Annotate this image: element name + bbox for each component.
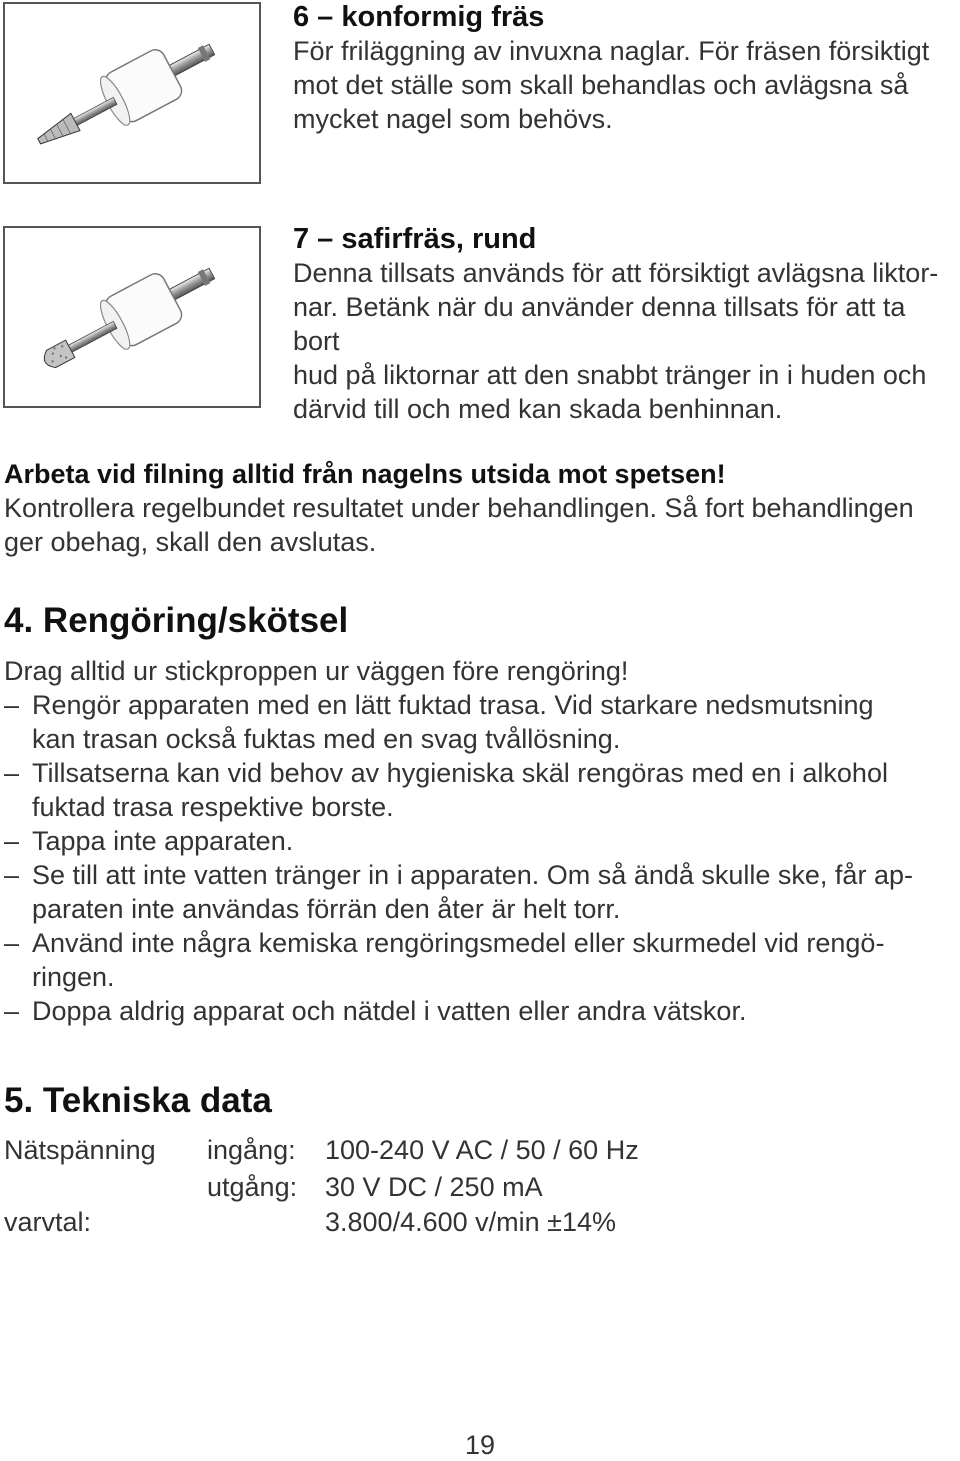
cleaning-intro: Drag alltid ur stickproppen ur väggen före rengöring! xyxy=(4,656,629,686)
list-item-line: – Tillsatserna kan vid behov av hygieniska skäl rengöras med en i alkohol xyxy=(32,758,888,788)
warning-line-2: ger obehag, skall den avslutas. xyxy=(4,527,377,557)
list-item-line: paraten inte användas förrän den åter är helt torr. xyxy=(32,894,621,924)
list-item-line: – Doppa aldrig apparat och nätdel i vatten eller andra vätskor. xyxy=(32,996,747,1026)
list-item-line: – Använd inte några kemiska rengöringsmedel eller skurmedel vid rengö- xyxy=(32,928,885,958)
attachment-6-line-2: mot det ställe som skall behandlas och avlägsna så xyxy=(293,70,909,100)
cutter-illustration xyxy=(5,4,259,182)
cleaning-section xyxy=(4,601,960,1028)
tech-value-output: 30 V DC / 250 mA xyxy=(325,1172,543,1202)
attachment-6-title: 6 – konformig fräs xyxy=(293,1,545,33)
list-item xyxy=(4,688,960,756)
sapphire-cutter-image xyxy=(3,226,261,408)
list-item-line: fuktad trasa respektive borste. xyxy=(32,792,394,822)
warning-bold-text: Arbeta vid filning alltid från nagelns utsida mot spetsen! xyxy=(4,459,726,489)
attachment-7-line-3: hud på liktornar att den snabbt tränger in i huden och xyxy=(293,360,927,390)
list-item-line: – Rengör apparaten med en lätt fuktad trasa. Vid starkare nedsmutsning xyxy=(32,690,874,720)
warning-line-1: Kontrollera regelbundet resultatet under behandlingen. Så fort behandlingen xyxy=(4,493,914,523)
conical-cutter-image xyxy=(3,2,261,184)
list-item xyxy=(4,756,960,824)
list-item-line: ringen. xyxy=(32,962,115,992)
attachment-7-title: 7 – safirfräs, rund xyxy=(293,223,537,255)
list-item xyxy=(4,858,960,926)
tech-label-voltage: Nätspänning xyxy=(4,1135,156,1165)
cutter-illustration xyxy=(5,228,259,406)
attachment-7-line-4: därvid till och med kan skada benhinnan. xyxy=(293,394,783,424)
tech-label-speed: varvtal: xyxy=(4,1207,92,1237)
list-item-line: – Se till att inte vatten tränger in i apparaten. Om så ändå skulle ske, får ap- xyxy=(32,860,913,890)
tech-section xyxy=(4,1081,960,1121)
list-item-line: kan trasan också fuktas med en svag tvållösning. xyxy=(32,724,621,754)
page-number: 19 xyxy=(464,1430,496,1460)
attachment-6-line-3: mycket nagel som behövs. xyxy=(293,104,613,134)
tech-heading: 5. Tekniska data xyxy=(4,1081,272,1120)
tech-sub-output: utgång: xyxy=(207,1172,298,1202)
list-item-line: – Tappa inte apparaten. xyxy=(32,826,294,856)
attachment-7-line-2: nar. Betänk när du använder denna tillsats för att ta bort xyxy=(293,292,906,356)
attachment-6-line-1: För friläggning av invuxna naglar. För fräsen försiktigt xyxy=(293,36,930,66)
list-item xyxy=(4,926,960,994)
tech-sub-input: ingång: xyxy=(207,1135,296,1165)
filing-warning xyxy=(4,457,960,559)
attachment-7-line-1: Denna tillsats används för att försiktigt avlägsna liktor- xyxy=(293,258,939,288)
cleaning-heading: 4. Rengöring/skötsel xyxy=(4,601,349,640)
list-item xyxy=(4,824,960,858)
tech-value-input: 100-240 V AC / 50 / 60 Hz xyxy=(325,1135,639,1165)
cleaning-list xyxy=(4,688,960,1028)
list-item xyxy=(4,994,960,1028)
tech-value-speed: 3.800/4.600 v/min ±14% xyxy=(325,1207,617,1237)
